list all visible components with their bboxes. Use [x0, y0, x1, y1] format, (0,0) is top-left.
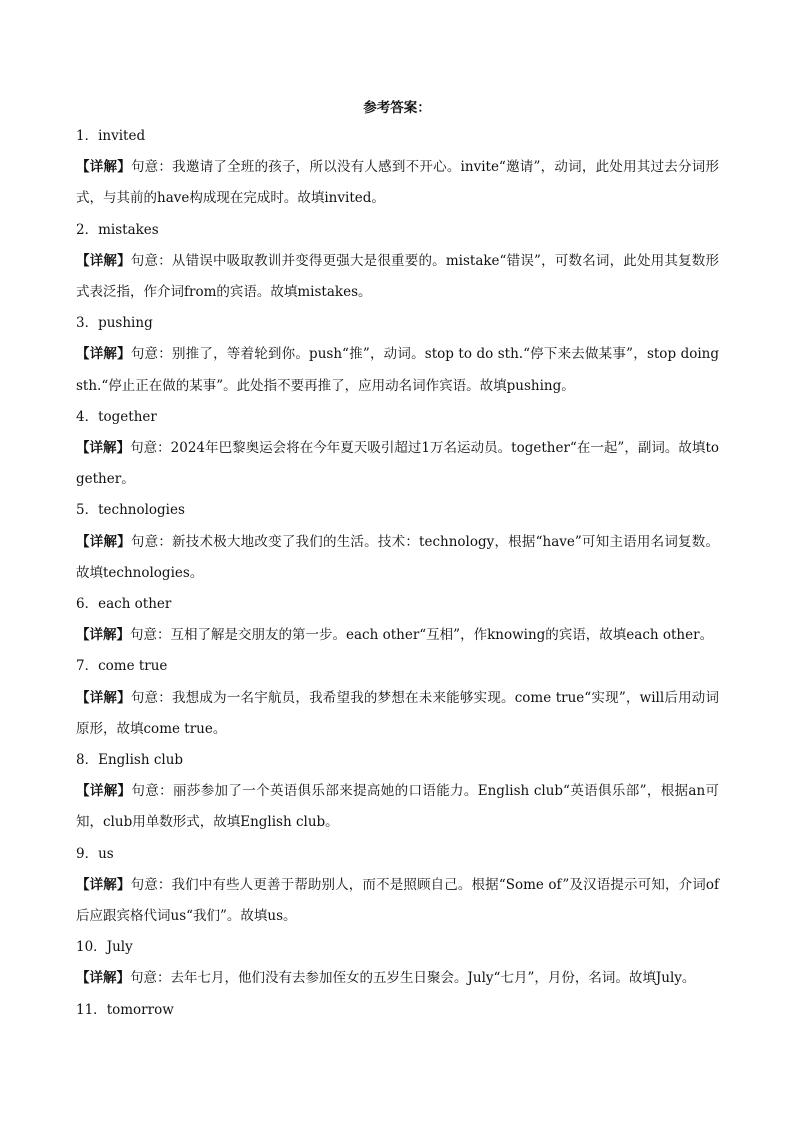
explanation-tag: 【详解】	[76, 689, 131, 706]
explanation-text: 句意：丽莎参加了一个英语俱乐部来提高她的口语能力。English club“英语俱乐部”，根据an可知，club用单数形式，故填English club。	[76, 783, 719, 831]
answer-number: 10．	[76, 939, 107, 956]
explanation-text: 句意：去年七月，他们没有去参加侄女的五岁生日聚会。July“七月”，月份，名词。故填July。	[130, 970, 696, 987]
answer-number: 7．	[76, 658, 99, 675]
answer-text: mistakes	[98, 221, 159, 238]
answer-explanation	[76, 870, 719, 932]
answer-number: 8．	[76, 751, 99, 768]
answer-explanation	[76, 683, 719, 745]
answer-heading	[76, 651, 719, 682]
explanation-tag: 【详解】	[76, 783, 132, 800]
answer-text: tomorrow	[106, 1001, 174, 1018]
answer-heading	[76, 932, 719, 963]
explanation-text: 句意：互相了解是交朋友的第一步。each other“互相”，作knowing的宾语，故填each other。	[130, 627, 714, 644]
answer-text: invited	[98, 128, 146, 144]
answer-explanation	[76, 152, 719, 214]
answer-text: us	[98, 845, 114, 862]
explanation-tag: 【详解】	[76, 533, 131, 550]
answer-list	[76, 121, 719, 1026]
answer-text: come true	[98, 658, 168, 675]
answer-number: 5．	[76, 502, 99, 519]
answer-number: 1．	[76, 128, 99, 144]
explanation-tag: 【详解】	[76, 252, 131, 269]
answer-heading	[76, 839, 719, 870]
explanation-tag: 【详解】	[76, 346, 131, 363]
answer-number: 4．	[76, 408, 99, 425]
answer-explanation	[76, 433, 719, 495]
explanation-tag: 【详解】	[76, 627, 130, 644]
answer-heading	[76, 495, 719, 526]
answer-heading	[76, 589, 719, 620]
answer-heading	[76, 402, 719, 433]
answer-text: each other	[98, 595, 172, 612]
answer-explanation	[76, 776, 719, 838]
answer-number: 9．	[76, 845, 99, 862]
answer-heading	[76, 121, 719, 152]
answer-number: 11．	[76, 1001, 107, 1018]
answer-text: English club	[98, 751, 184, 768]
answer-number: 6．	[76, 595, 99, 612]
answer-explanation	[76, 339, 719, 401]
answer-heading	[76, 745, 719, 776]
answer-heading	[76, 308, 719, 339]
explanation-text: 句意：新技术极大地改变了我们的生活。技术：technology，根据“have”可知主语用名词复数。故填technologies。	[76, 533, 719, 581]
answer-explanation	[76, 620, 719, 651]
answer-text: pushing	[98, 315, 153, 332]
answer-number: 3．	[76, 315, 99, 332]
explanation-text: 句意：我邀请了全班的孩子，所以没有人感到不开心。invite“邀请”，动词，此处用其过去分词形式，与其前的have构成现在完成时。故填invited。	[76, 159, 719, 207]
explanation-text: 句意：我想成为一名宇航员，我希望我的梦想在未来能够实现。come true“实现”，will后用动词原形，故填come true。	[76, 689, 719, 737]
explanation-tag: 【详解】	[76, 159, 131, 176]
explanation-text: 句意：从错误中吸取教训并变得更强大是很重要的。mistake“错误”，可数名词，此处用其复数形式表泛指，作介词from的宾语。故填mistakes。	[76, 252, 719, 300]
explanation-tag: 【详解】	[76, 876, 131, 893]
answer-explanation	[76, 963, 719, 994]
explanation-text: 句意：2024年巴黎奥运会将在今年夏天吸引超过1万名运动员。together“在一起”，副词。故填together。	[76, 439, 720, 488]
explanation-text: 句意：别推了，等着轮到你。push“推”，动词。stop to do sth.“停下来去做某事”，stop doing sth.“停止正在做的某事”。此处指不要再推了，应用动名词作宾语。故填pushing。	[76, 346, 720, 394]
page-title: 参考答案：	[363, 100, 431, 116]
answer-text: together	[98, 408, 157, 425]
answer-heading	[76, 215, 719, 246]
explanation-tag: 【详解】	[76, 970, 130, 987]
answer-number: 2．	[76, 221, 99, 238]
answer-explanation	[76, 246, 719, 308]
answer-explanation	[76, 527, 719, 589]
answer-text: July	[106, 939, 133, 956]
answer-text: technologies	[98, 502, 185, 519]
explanation-text: 句意：我们中有些人更善于帮助别人，而不是照顾自己。根据“Some of”及汉语提示可知，介词of后应跟宾格代词us“我们”。故填us。	[76, 876, 719, 924]
answer-heading	[76, 995, 719, 1026]
explanation-tag: 【详解】	[76, 439, 131, 456]
